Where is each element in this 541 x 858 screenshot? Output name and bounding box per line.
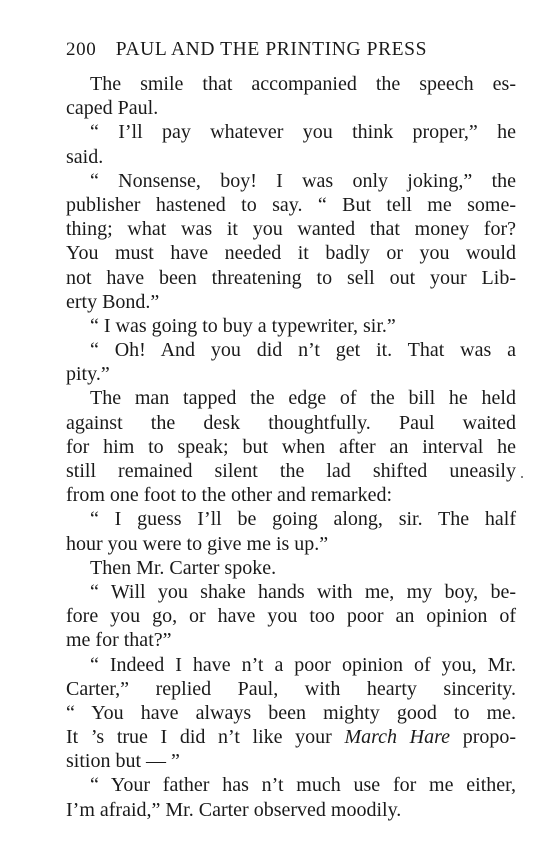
- text-line: “ Oh! And you did n’t get it. That was a: [90, 339, 516, 362]
- italic-title-march-hare: March Hare: [344, 726, 451, 749]
- text-line: Then Mr. Carter spoke.: [90, 556, 277, 579]
- running-title: PAUL AND THE PRINTING PRESS: [115, 39, 428, 60]
- print-speck: [521, 476, 523, 478]
- text-line: from one foot to the other and remarked:: [66, 484, 392, 507]
- text-line: “ I guess I’ll be going along, sir. The half: [90, 508, 516, 531]
- text-line: sition but — ”: [66, 750, 180, 773]
- text-line: me for that?”: [66, 629, 172, 652]
- text-line: “ You have always been mighty good to me.: [66, 701, 516, 724]
- body-text: [66, 72, 516, 822]
- line-head: It ’s true I did n’t like your: [66, 726, 332, 749]
- text-line: said.: [66, 145, 104, 168]
- text-line: “ Indeed I have n’t a poor opinion of you, Mr.: [90, 653, 516, 676]
- page-number: 200: [66, 39, 97, 60]
- text-line: “ I’ll pay whatever you think proper,” he: [90, 121, 516, 144]
- running-head: [66, 36, 518, 64]
- text-line: caped Paul.: [66, 97, 159, 120]
- line-tail: propo-: [462, 726, 517, 749]
- text-line: “ Your father has n’t much use for me either,: [90, 774, 516, 797]
- text-line: erty Bond.”: [66, 290, 160, 313]
- text-line: not have been threatening to sell out your Lib-: [66, 266, 516, 289]
- text-line: still remained silent the lad shifted uneasily: [66, 460, 516, 482]
- text-line: “ Nonsense, boy! I was only joking,” the: [90, 169, 516, 192]
- text-line: fore you go, or have you too poor an opinion of: [66, 605, 516, 628]
- text-line: pity.”: [66, 363, 110, 386]
- text-line: The smile that accompanied the speech es-: [90, 73, 516, 95]
- text-line: against the desk thoughtfully. Paul waited: [66, 411, 516, 434]
- text-line-with-italic: [66, 725, 516, 749]
- text-line: “ Will you shake hands with me, my boy, be-: [90, 580, 516, 603]
- text-line: for him to speak; but when after an interval he: [66, 435, 516, 458]
- text-line: publisher hastened to say. “ But tell me some-: [66, 193, 516, 216]
- text-line: Carter,” replied Paul, with hearty sincerity.: [66, 677, 516, 700]
- text-line: hour you were to give me is up.”: [66, 532, 329, 555]
- text-line: I’m afraid,” Mr. Carter observed moodily.: [66, 798, 402, 821]
- text-line: You must have needed it badly or you would: [66, 242, 516, 265]
- text-line: The man tapped the edge of the bill he held: [90, 387, 516, 410]
- text-line: thing; what was it you wanted that money for?: [66, 218, 516, 241]
- text-line: “ I was going to buy a typewriter, sir.”: [90, 314, 396, 337]
